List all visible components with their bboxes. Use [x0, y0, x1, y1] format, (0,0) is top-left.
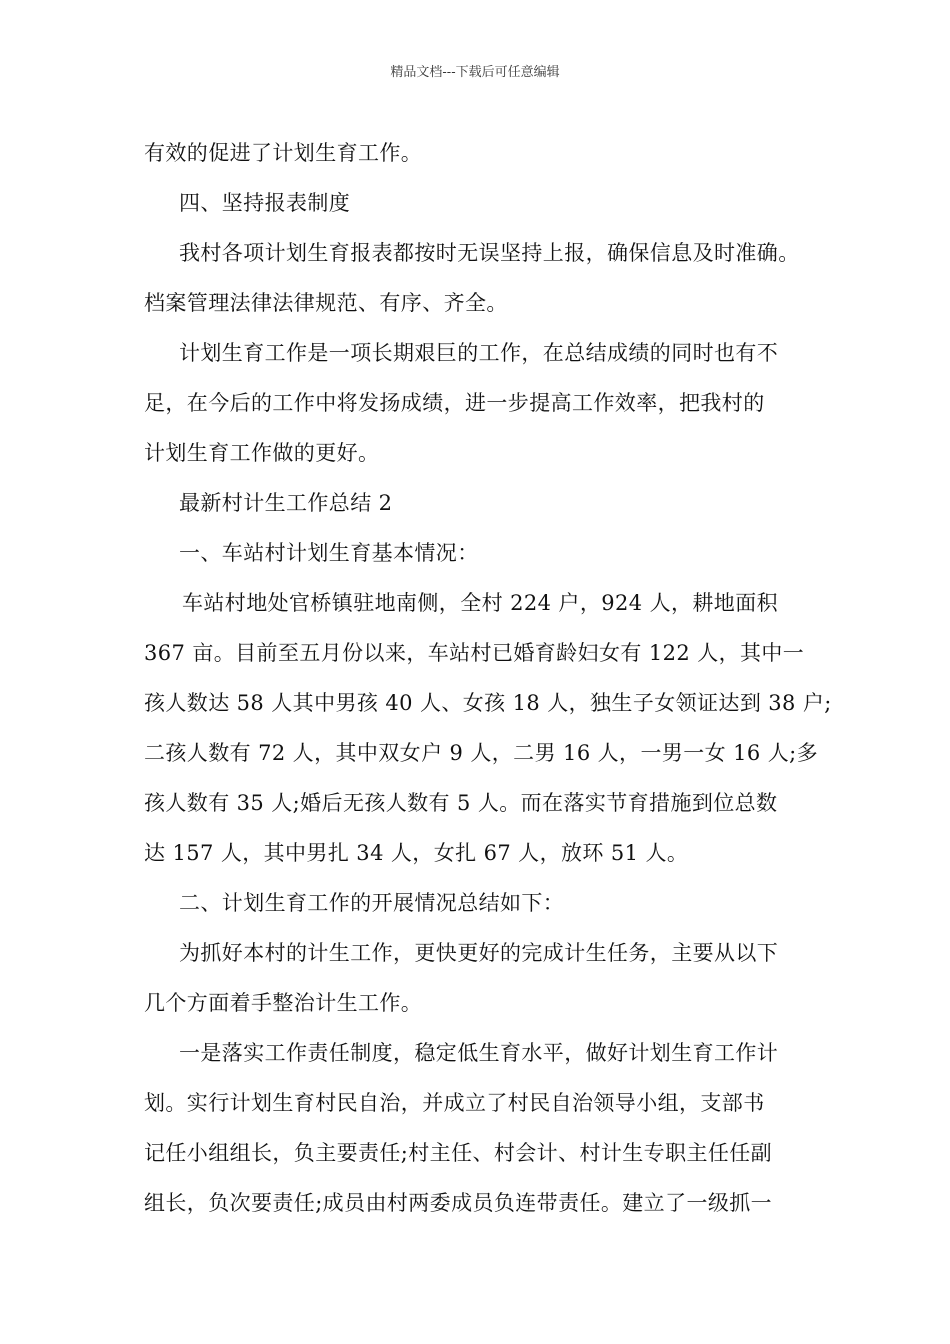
text-line: 有效的促进了计划生育工作。 [144, 141, 423, 165]
paragraph-work-intro [144, 928, 814, 1028]
text-line: 为抓好本村的计生工作，更快更好的完成计生任务，主要从以下 [179, 941, 779, 965]
paragraph-responsibility [144, 1028, 814, 1228]
text-line: 367 亩。目前至五月份以来，车站村已婚育龄妇女有 122 人，其中一 [144, 641, 805, 665]
section-heading-work-summary [144, 878, 814, 928]
text-line: 二孩人数有 72 人，其中双女户 9 人，二男 16 人，一男一女 16 人;多 [144, 741, 819, 765]
text-line: 组长，负次要责任;成员由村两委成员负连带责任。建立了一级抓一 [144, 1191, 773, 1215]
paragraph-reporting [144, 228, 814, 328]
text-line: 孩人数达 58 人其中男孩 40 人、女孩 18 人，独生子女领证达到 38 户; [144, 691, 832, 715]
paragraph-basic-info [144, 578, 832, 878]
text-line: 一是落实工作责任制度，稳定低生育水平，做好计划生育工作计 [179, 1041, 779, 1065]
text-line: 四、坚持报表制度 [179, 191, 351, 215]
page-header: 精品文档---下载后可任意编辑 [390, 65, 560, 80]
section-heading-reporting [144, 178, 814, 228]
section-heading-basic-info [144, 528, 814, 578]
text-line: 计划生育工作是一项长期艰巨的工作，在总结成绩的同时也有不 [179, 341, 779, 365]
text-line: 二、计划生育工作的开展情况总结如下： [179, 891, 565, 915]
text-line: 孩人数有 35 人;婚后无孩人数有 5 人。而在落实节育措施到位总数 [144, 791, 778, 815]
text-line: 计划生育工作做的更好。 [144, 441, 380, 465]
text-line: 我村各项计划生育报表都按时无误坚持上报，确保信息及时准确。 [179, 241, 800, 265]
text-line: 达 157 人，其中男扎 34 人，女扎 67 人，放环 51 人。 [144, 841, 689, 865]
text-line: 几个方面着手整治计生工作。 [144, 991, 423, 1015]
paragraph-conclusion [144, 328, 814, 478]
text-line: 记任小组组长，负主要责任;村主任、村会计、村计生专职主任任副 [144, 1141, 773, 1165]
text-line: 划。实行计划生育村民自治，并成立了村民自治领导小组，支部书 [144, 1091, 765, 1115]
text-line: 最新村计生工作总结 2 [179, 491, 393, 515]
document-subtitle [144, 478, 814, 528]
paragraph-continuation [144, 128, 814, 178]
text-line: 足，在今后的工作中将发扬成绩，进一步提高工作效率，把我村的 [144, 391, 765, 415]
document-body [144, 128, 832, 1228]
text-line: 一、车站村计划生育基本情况： [179, 541, 479, 565]
text-line: 档案管理法律法律规范、有序、齐全。 [144, 291, 508, 315]
text-line: 车站村地处官桥镇驻地南侧，全村 224 户，924 人，耕地面积 [182, 591, 778, 615]
